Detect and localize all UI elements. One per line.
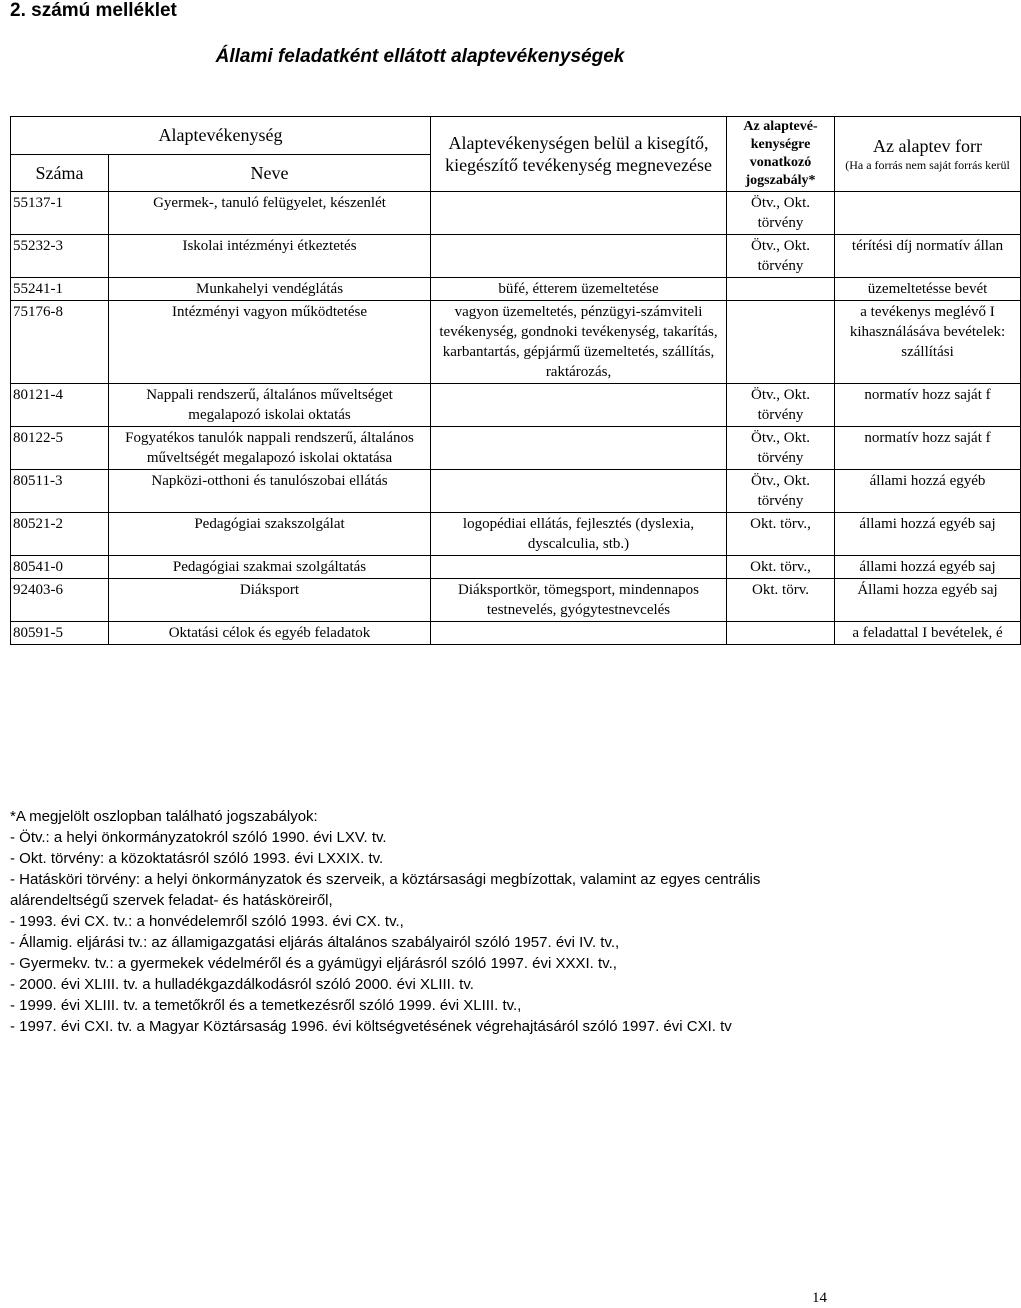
cell-source: a tevékenys meglévő I kihasználásáva bevételek: szállítási (835, 301, 1021, 384)
cell-source (835, 192, 1021, 235)
table-row (11, 278, 1021, 301)
cell-number: 55232-3 (11, 235, 109, 278)
footnote-line: - Államig. eljárási tv.: az államigazgatási eljárás általános szabályairól szóló 1957. évi IV. tv., (10, 934, 620, 951)
cell-number: 75176-8 (11, 301, 109, 384)
cell-source: Állami hozza egyéb saj (835, 579, 1021, 622)
cell-law: Okt. törv., (727, 556, 835, 579)
header-auxiliary: Alaptevékenységen belül a kisegítő, kiegészítő tevékenység megnevezése (431, 117, 727, 192)
cell-number: 55241-1 (11, 278, 109, 301)
cell-name: Diáksport (109, 579, 431, 622)
cell-name: Iskolai intézményi étkeztetés (109, 235, 431, 278)
cell-source: üzemeltetésse bevét (835, 278, 1021, 301)
footnote-line: - Ötv.: a helyi önkormányzatokról szóló 1990. évi LXV. tv. (10, 829, 387, 846)
header-law: Az alaptevé-kenységre vonatkozó jogszabály* (727, 117, 835, 192)
cell-auxiliary: logopédiai ellátás, fejlesztés (dyslexia, dyscalculia, stb.) (431, 513, 727, 556)
footnote-line: - Hatásköri törvény: a helyi önkormányzatok és szerveik, a köztársasági megbízottak, valamint az egyes centrális alárendeltségű szervek feladat- és hatásköreiről, (10, 871, 761, 909)
cell-number: 80521-2 (11, 513, 109, 556)
table-row (11, 556, 1021, 579)
cell-auxiliary: vagyon üzemeltetés, pénzügyi-számviteli tevékenység, gondnoki tevékenység, takarítás, karbantartás, gépjármű üzemeltetés, szállítás, raktározás, (431, 301, 727, 384)
page-title: Állami feladatként ellátott alaptevékenységek (215, 46, 625, 67)
cell-source: normatív hozz saját f (835, 427, 1021, 470)
cell-name: Nappali rendszerű, általános műveltséget megalapozó iskolai oktatás (109, 384, 431, 427)
cell-auxiliary: Diáksportkör, tömegsport, mindennapos testnevelés, gyógytestnevcelés (431, 579, 727, 622)
cell-law: Ötv., Okt. törvény (727, 470, 835, 513)
cell-law: Ötv., Okt. törvény (727, 427, 835, 470)
table-row (11, 579, 1021, 622)
header-source-note: (Ha a forrás nem saját forrás kerül (845, 158, 1010, 172)
cell-name: Pedagógiai szakszolgálat (109, 513, 431, 556)
footnote-line: - Gyermekv. tv.: a gyermekek védelméről és a gyámügyi eljárásról szóló 1997. évi XXXI. tv., (10, 955, 617, 972)
cell-auxiliary (431, 470, 727, 513)
table-row (11, 235, 1021, 278)
table-row (11, 470, 1021, 513)
cell-name: Fogyatékos tanulók nappali rendszerű, általános műveltségét megalapozó iskolai oktatása (109, 427, 431, 470)
cell-source: állami hozzá egyéb (835, 470, 1021, 513)
header-number: Száma (11, 154, 109, 192)
cell-law (727, 622, 835, 645)
cell-law: Ötv., Okt. törvény (727, 384, 835, 427)
cell-name: Pedagógiai szakmai szolgáltatás (109, 556, 431, 579)
cell-source: normatív hozz saját f (835, 384, 1021, 427)
header-name: Neve (109, 154, 431, 192)
activities-table-container (10, 116, 1010, 645)
cell-law: Okt. törv. (727, 579, 835, 622)
cell-auxiliary (431, 384, 727, 427)
header-source-title: Az alaptev forr (873, 136, 982, 156)
cell-auxiliary (431, 427, 727, 470)
cell-auxiliary (431, 622, 727, 645)
header-source (835, 117, 1021, 192)
cell-number: 80122-5 (11, 427, 109, 470)
cell-law: Okt. törv., (727, 513, 835, 556)
cell-name: Munkahelyi vendéglátás (109, 278, 431, 301)
table-row (11, 301, 1021, 384)
header-activity-group: Alaptevékenység (11, 117, 431, 155)
cell-auxiliary (431, 192, 727, 235)
appendix-label: 2. számú melléklet (10, 0, 177, 21)
table-row (11, 513, 1021, 556)
cell-auxiliary (431, 556, 727, 579)
cell-law (727, 278, 835, 301)
table-row (11, 384, 1021, 427)
cell-number: 80121-4 (11, 384, 109, 427)
footnote-line: - 2000. évi XLIII. tv. a hulladékgazdálkodásról szóló 2000. évi XLIII. tv. (10, 976, 474, 993)
cell-auxiliary (431, 235, 727, 278)
cell-number: 80511-3 (11, 470, 109, 513)
activities-table (10, 116, 1021, 645)
cell-name: Napközi-otthoni és tanulószobai ellátás (109, 470, 431, 513)
page-number: 14 (812, 1290, 827, 1306)
cell-law (727, 301, 835, 384)
footnote-line: - Okt. törvény: a közoktatásról szóló 1993. évi LXXIX. tv. (10, 850, 384, 867)
cell-auxiliary: büfé, étterem üzemeltetése (431, 278, 727, 301)
cell-name: Oktatási célok és egyéb feladatok (109, 622, 431, 645)
footnote-line: - 1999. évi XLIII. tv. a temetőkről és a temetkezésről szóló 1999. évi XLIII. tv., (10, 997, 522, 1014)
footnotes (10, 806, 860, 1037)
cell-number: 80591-5 (11, 622, 109, 645)
footnote-line: - 1997. évi CXI. tv. a Magyar Köztársaság 1996. évi költségvetésének végrehajtásáról szóló 1997. évi CXI. tv (10, 1018, 732, 1035)
table-row (11, 427, 1021, 470)
footnote-line: *A megjelölt oszlopban található jogszabályok: (10, 808, 318, 825)
cell-name: Intézményi vagyon működtetése (109, 301, 431, 384)
cell-number: 92403-6 (11, 579, 109, 622)
cell-source: állami hozzá egyéb saj (835, 556, 1021, 579)
table-row (11, 192, 1021, 235)
cell-name: Gyermek-, tanuló felügyelet, készenlét (109, 192, 431, 235)
cell-source: állami hozzá egyéb saj (835, 513, 1021, 556)
cell-source: térítési díj normatív állan (835, 235, 1021, 278)
cell-number: 55137-1 (11, 192, 109, 235)
table-row (11, 622, 1021, 645)
cell-source: a feladattal I bevételek, é (835, 622, 1021, 645)
cell-law: Ötv., Okt. törvény (727, 192, 835, 235)
footnote-line: - 1993. évi CX. tv.: a honvédelemről szóló 1993. évi CX. tv., (10, 913, 404, 930)
cell-law: Ötv., Okt. törvény (727, 235, 835, 278)
cell-number: 80541-0 (11, 556, 109, 579)
